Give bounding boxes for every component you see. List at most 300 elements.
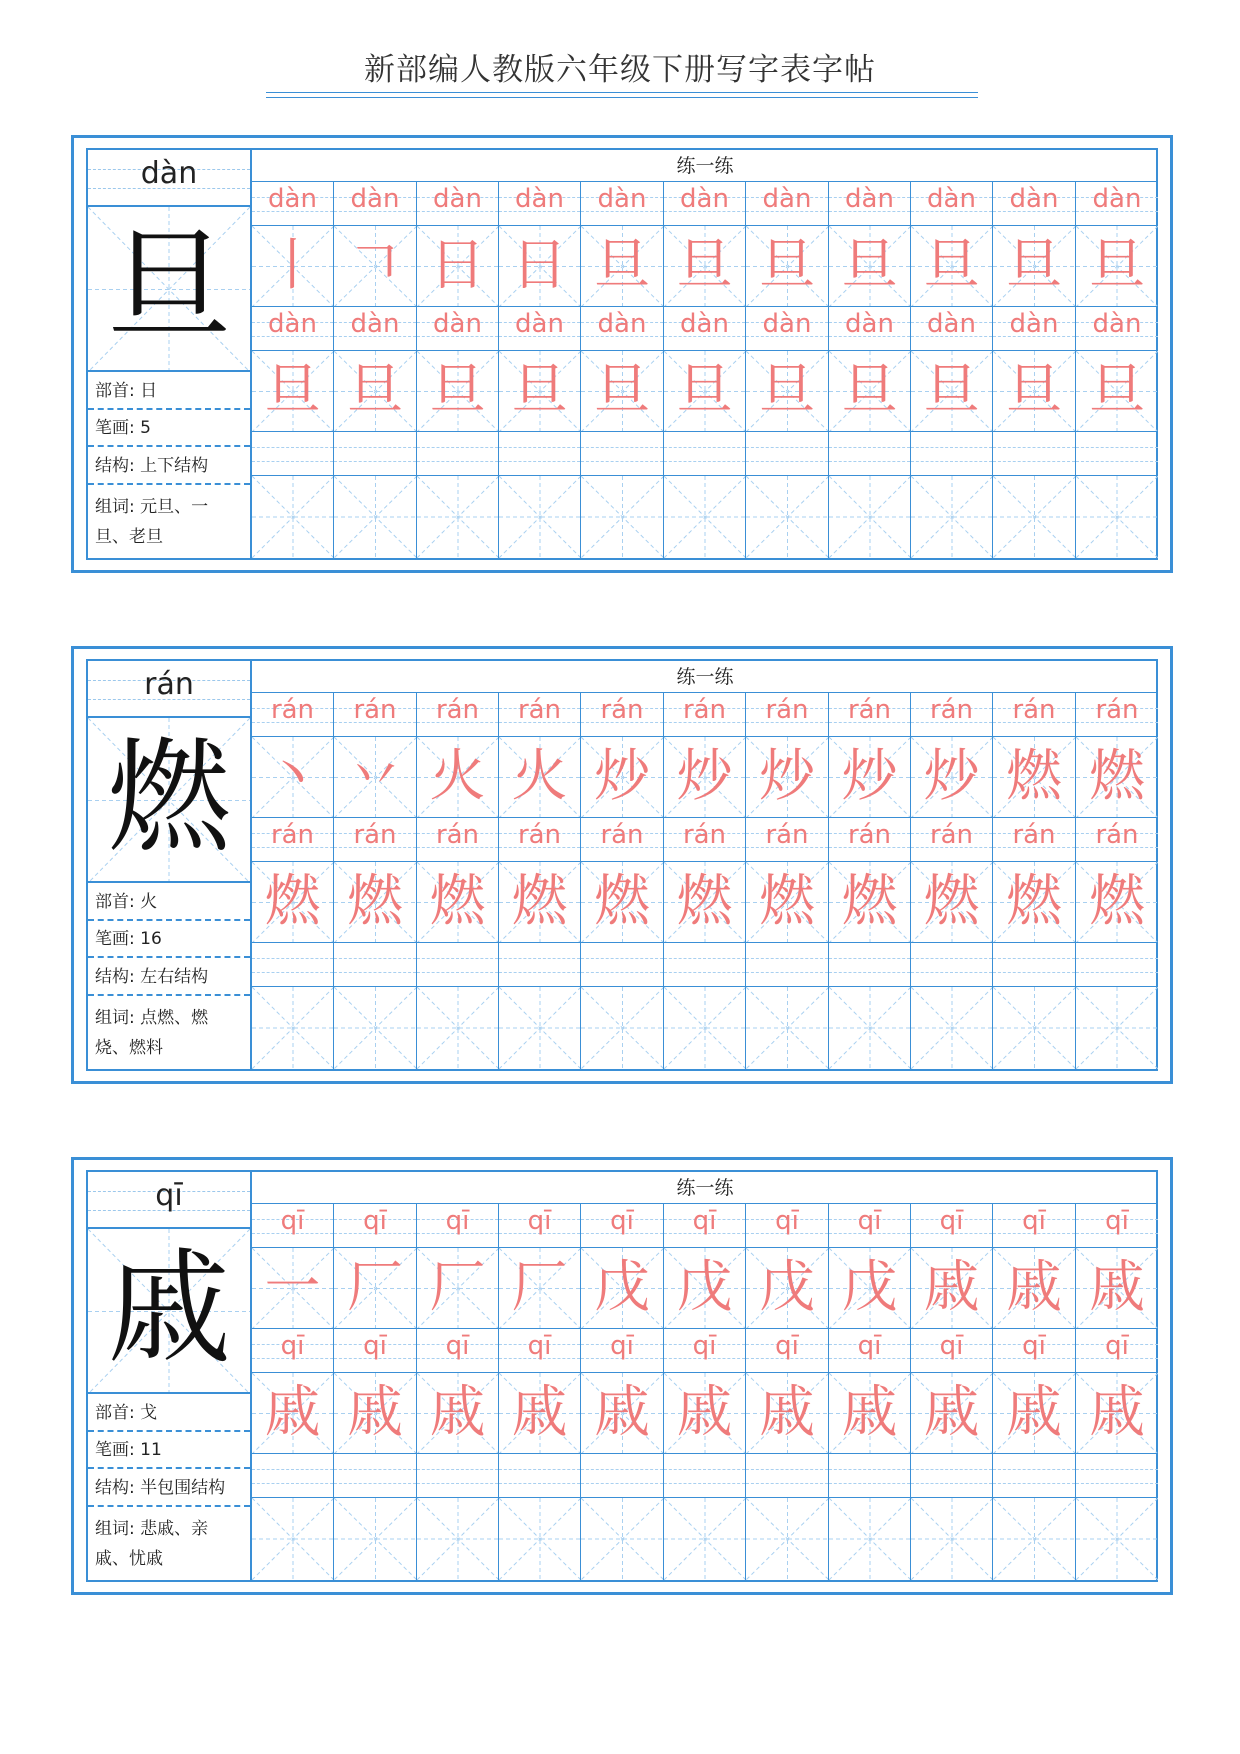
pinyin-trace-cell [664,182,746,226]
trace-character-cell [911,737,993,818]
trace-character-cell [581,737,664,818]
trace-character-cell [664,351,746,432]
pinyin-trace-cell [1076,1204,1158,1248]
pinyin-guide-line [993,972,1075,973]
practice-area [252,661,1158,1069]
pinyin-guide-line [664,1469,745,1470]
empty-pinyin-cell[interactable] [1076,943,1158,987]
pinyin-guide-line [746,447,828,448]
trace-character: 旦 [923,233,980,298]
empty-pinyin-cell[interactable] [581,432,664,476]
model-character: 戚 [106,1237,231,1381]
empty-pinyin-cell[interactable] [664,943,746,987]
pinyin-trace: dàn [1009,184,1059,214]
empty-pinyin-cell[interactable] [499,943,581,987]
empty-writing-cell[interactable] [499,476,581,558]
empty-writing-cell[interactable] [1076,987,1158,1069]
pinyin-guide-line [417,1483,498,1484]
empty-writing-cell[interactable] [1076,1498,1158,1580]
trace-character-cell [746,226,829,307]
trace-character: 丨 [264,233,321,298]
trace-character: 旦 [759,233,815,298]
pinyin-guide-line [911,972,992,973]
empty-writing-cell[interactable] [746,987,829,1069]
trace-character: 燃 [923,869,980,934]
pinyin-trace-cell [664,818,746,862]
empty-pinyin-cell[interactable] [829,943,911,987]
empty-pinyin-cell[interactable] [911,943,993,987]
trace-character-cell [664,226,746,307]
pinyin-trace-cell [993,182,1076,226]
pinyin-guide-line [829,958,910,959]
pinyin-guide-line [1076,958,1158,959]
trace-character: 旦 [594,233,650,298]
pinyin-trace: dàn [515,309,564,339]
pinyin-trace: qī [1022,1206,1046,1236]
stroke-count-info: 笔画: 5 [88,410,250,447]
pinyin-trace: rán [517,820,562,850]
pinyin-guide-line [499,972,580,973]
empty-writing-cell[interactable] [911,1498,993,1580]
pinyin-guide-line [664,1483,745,1484]
empty-writing-cell[interactable] [499,1498,581,1580]
trace-character-cell [417,1248,499,1329]
trace-character: 燃 [511,869,568,934]
pinyin-trace-cell [334,818,417,862]
pinyin-guide-line [829,972,910,973]
empty-writing-cell[interactable] [252,476,334,558]
pinyin-trace-cell [993,1329,1076,1373]
pinyin-trace: qī [363,1331,387,1361]
pinyin-guide-line [993,461,1075,462]
pinyin-trace: qī [692,1206,717,1236]
trace-character: 旦 [347,358,403,423]
pinyin-guide-line [1076,1469,1158,1470]
empty-writing-cell[interactable] [334,987,417,1069]
trace-character: 旦 [1089,358,1145,423]
empty-writing-cell[interactable] [746,476,829,558]
empty-pinyin-cell[interactable] [746,432,829,476]
pinyin-guide-line [829,461,910,462]
trace-character: 燃 [1006,744,1062,809]
empty-pinyin-cell[interactable] [829,1454,911,1498]
pinyin-trace-cell [829,693,911,737]
pinyin-trace: qī [857,1331,882,1361]
empty-pinyin-cell[interactable] [993,1454,1076,1498]
pinyin-trace-cell [993,818,1076,862]
pinyin-trace: qī [857,1206,882,1236]
character-info-panel [88,661,252,1069]
trace-character: 炒 [923,744,980,809]
empty-pinyin-cell[interactable] [664,1454,746,1498]
tian-grid-guide [417,1498,499,1580]
trace-character-cell [581,862,664,943]
trace-character-cell [334,1373,417,1454]
empty-writing-cell[interactable] [581,476,664,558]
empty-writing-cell[interactable] [993,987,1076,1069]
empty-writing-cell[interactable] [911,476,993,558]
pinyin-trace-cell [746,818,829,862]
empty-pinyin-cell[interactable] [993,432,1076,476]
trace-character: 炒 [676,744,733,809]
pinyin-guide-line [829,1483,910,1484]
pinyin-guide-line [499,447,580,448]
pinyin-guide-line [581,972,663,973]
trace-character: 厂 [511,1255,568,1320]
empty-pinyin-cell[interactable] [417,1454,499,1498]
trace-character: 旦 [676,358,733,423]
trace-character-cell [252,1373,334,1454]
trace-character-cell [829,862,911,943]
trace-character-cell [993,351,1076,432]
pinyin-trace-cell [499,307,581,351]
pinyin-guide-line [334,461,416,462]
trace-character: 𠃍 [347,233,403,298]
trace-character: 戚 [1089,1380,1145,1445]
pinyin-trace-cell [334,693,417,737]
empty-writing-cell[interactable] [829,1498,911,1580]
trace-character: 戚 [1006,1380,1062,1445]
tian-grid-guide [993,1498,1076,1580]
pinyin-guide-line [664,958,745,959]
empty-writing-cell[interactable] [417,1498,499,1580]
pinyin-guide-line [1076,1483,1158,1484]
empty-writing-cell[interactable] [581,1498,664,1580]
pinyin-guide-line [417,461,498,462]
trace-character: 燃 [264,869,321,934]
pinyin-guide-line [911,1469,992,1470]
trace-character-cell [252,1248,334,1329]
trace-character-cell [252,737,334,818]
trace-character: 戚 [429,1380,486,1445]
pinyin-trace: rán [1095,820,1139,850]
tian-grid-guide [252,1498,334,1580]
pinyin-trace: rán [517,695,562,725]
empty-pinyin-cell[interactable] [499,1454,581,1498]
trace-character: 燃 [759,869,815,934]
empty-pinyin-cell[interactable] [911,1454,993,1498]
pinyin-guide-line [911,958,992,959]
empty-writing-cell[interactable] [664,987,746,1069]
tian-grid-guide [417,476,499,558]
pinyin-trace: dàn [515,184,564,214]
pinyin-trace: qī [775,1206,799,1236]
page-title: 新部编人教版六年级下册写字表字帖 [364,52,876,88]
pinyin-guide-line [993,958,1075,959]
empty-pinyin-cell[interactable] [993,943,1076,987]
pinyin-guide-line [1076,461,1158,462]
empty-writing-cell[interactable] [1076,476,1158,558]
card-inner-frame [86,659,1158,1071]
trace-character-cell [499,862,581,943]
pinyin-guide-line [499,958,580,959]
trace-character-cell [581,351,664,432]
pinyin-guide-line [581,1483,663,1484]
pinyin-trace-cell [417,818,499,862]
empty-pinyin-cell[interactable] [581,1454,664,1498]
character-card [71,135,1173,573]
pinyin-trace: qī [939,1206,964,1236]
pinyin-guide-line [252,1469,333,1470]
pinyin-trace-cell [417,182,499,226]
trace-character-cell [417,226,499,307]
empty-pinyin-cell[interactable] [746,943,829,987]
pinyin-guide-line [993,1469,1075,1470]
pinyin-trace: rán [929,820,974,850]
trace-character-cell [829,226,911,307]
character-card [71,1157,1173,1595]
empty-pinyin-cell[interactable] [334,432,417,476]
trace-character-cell [746,1248,829,1329]
trace-character: 旦 [511,358,568,423]
trace-character: 旦 [1006,233,1062,298]
empty-writing-cell[interactable] [417,987,499,1069]
trace-character: 旦 [594,358,650,423]
trace-character: 戚 [841,1380,898,1445]
trace-character: 燃 [1006,869,1062,934]
tian-grid-guide [499,987,581,1069]
practice-grid [252,182,1158,558]
pinyin-trace: dàn [350,184,400,214]
trace-character-cell [499,1373,581,1454]
trace-character: 戚 [264,1380,321,1445]
trace-character-cell [911,862,993,943]
trace-character-cell [334,226,417,307]
empty-writing-cell[interactable] [746,1498,829,1580]
empty-writing-cell[interactable] [581,987,664,1069]
empty-pinyin-cell[interactable] [664,432,746,476]
pinyin-trace: qī [775,1331,799,1361]
empty-writing-cell[interactable] [829,987,911,1069]
pinyin-guide-line [417,1469,498,1470]
pinyin-box [88,1172,250,1229]
pinyin-trace: dàn [927,309,976,339]
trace-character-cell [417,351,499,432]
pinyin-trace: qī [1105,1331,1129,1361]
pinyin-trace: qī [280,1206,305,1236]
trace-character-cell [829,737,911,818]
trace-character: 燃 [841,869,898,934]
pinyin-label: qī [155,1178,183,1213]
tian-grid-guide [334,476,417,558]
empty-pinyin-cell[interactable] [252,1454,334,1498]
trace-character-cell [911,1248,993,1329]
empty-pinyin-cell[interactable] [334,1454,417,1498]
trace-character: 燃 [429,869,486,934]
pinyin-trace-cell [252,818,334,862]
trace-character-cell [746,1373,829,1454]
pinyin-trace-cell [499,818,581,862]
trace-character: 燃 [347,869,403,934]
pinyin-trace: rán [1012,695,1056,725]
tian-grid-guide [829,476,911,558]
trace-character: 一 [264,1255,321,1320]
pinyin-guide-line [499,1469,580,1470]
empty-pinyin-cell[interactable] [581,943,664,987]
pinyin-trace-cell [664,307,746,351]
pinyin-trace-cell [499,1204,581,1248]
tian-grid-guide [746,476,829,558]
model-character-box [88,1229,250,1394]
trace-character: 丶 [264,744,321,809]
pinyin-trace-cell [499,182,581,226]
pinyin-guide-line [334,1469,416,1470]
practice-header: 练一练 [252,1172,1158,1204]
pinyin-trace-cell [664,1204,746,1248]
pinyin-trace: dàn [680,184,729,214]
trace-character-cell [581,226,664,307]
trace-character: 戚 [923,1380,980,1445]
tian-grid-guide [581,476,664,558]
empty-pinyin-cell[interactable] [252,943,334,987]
tian-grid-guide [417,987,499,1069]
empty-pinyin-cell[interactable] [1076,432,1158,476]
pinyin-trace-cell [664,1329,746,1373]
pinyin-trace: dàn [597,309,647,339]
pinyin-trace: dàn [433,309,482,339]
trace-character-cell [334,737,417,818]
trace-character-cell [746,737,829,818]
pinyin-trace: qī [445,1331,470,1361]
pinyin-trace: qī [280,1331,305,1361]
tian-grid-guide [746,987,829,1069]
empty-writing-cell[interactable] [664,1498,746,1580]
empty-pinyin-cell[interactable] [1076,1454,1158,1498]
empty-pinyin-cell[interactable] [829,432,911,476]
empty-pinyin-cell[interactable] [417,432,499,476]
empty-pinyin-cell[interactable] [746,1454,829,1498]
trace-character: 燃 [1089,744,1145,809]
pinyin-trace-cell [581,182,664,226]
pinyin-trace-cell [581,1329,664,1373]
pinyin-trace: qī [692,1331,717,1361]
pinyin-guide-line [334,958,416,959]
trace-character: 日 [429,233,486,298]
pinyin-trace: qī [445,1206,470,1236]
empty-writing-cell[interactable] [829,476,911,558]
tian-grid-guide [581,1498,664,1580]
tian-grid-guide [581,987,664,1069]
model-character-box [88,207,250,372]
pinyin-trace-cell [334,1329,417,1373]
pinyin-guide-line [581,1469,663,1470]
pinyin-trace-cell [746,182,829,226]
trace-character: 戊 [676,1255,733,1320]
pinyin-guide-line [829,1469,910,1470]
word-examples-info: 组词: 悲戚、亲戚、忧戚 [95,1519,209,1569]
pinyin-box [88,150,250,207]
empty-pinyin-cell[interactable] [911,432,993,476]
word-examples-info: 组词: 元旦、一旦、老旦 [95,497,209,547]
empty-writing-cell[interactable] [911,987,993,1069]
pinyin-trace-cell [911,1204,993,1248]
trace-character-cell [417,737,499,818]
pinyin-guide-line [334,447,416,448]
empty-writing-cell[interactable] [993,1498,1076,1580]
tian-grid-guide [252,987,334,1069]
trace-character: 燃 [594,869,650,934]
trace-character-cell [499,226,581,307]
empty-writing-cell[interactable] [334,1498,417,1580]
trace-character-cell [993,1373,1076,1454]
character-info-panel [88,150,252,558]
trace-character: 厂 [429,1255,486,1320]
pinyin-trace-cell [746,1204,829,1248]
pinyin-trace: rán [435,695,480,725]
radical-info: 部首: 火 [88,883,250,921]
trace-character-cell [829,1248,911,1329]
pinyin-trace: rán [353,695,397,725]
practice-area [252,1172,1158,1580]
pinyin-guide-line [993,1483,1075,1484]
empty-writing-cell[interactable] [334,476,417,558]
pinyin-trace: rán [929,695,974,725]
pinyin-guide-line [1076,972,1158,973]
trace-character: 厂 [347,1255,403,1320]
pinyin-trace: rán [435,820,480,850]
pinyin-trace: dàn [845,309,894,339]
empty-writing-cell[interactable] [993,476,1076,558]
empty-writing-cell[interactable] [417,476,499,558]
pinyin-trace-cell [1076,307,1158,351]
pinyin-guide-line [499,461,580,462]
tian-grid-guide [1076,476,1158,558]
structure-info: 结构: 左右结构 [88,958,250,996]
trace-character-cell [911,1373,993,1454]
trace-character-cell [1076,226,1158,307]
empty-pinyin-cell[interactable] [252,432,334,476]
empty-writing-cell[interactable] [664,476,746,558]
empty-pinyin-cell[interactable] [417,943,499,987]
pinyin-trace: rán [600,820,644,850]
radical-info: 部首: 戈 [88,1394,250,1432]
trace-character: 旦 [841,358,898,423]
practice-area [252,150,1158,558]
empty-pinyin-cell[interactable] [334,943,417,987]
pinyin-trace-cell [252,693,334,737]
pinyin-trace: qī [610,1206,634,1236]
pinyin-trace: dàn [350,309,400,339]
empty-pinyin-cell[interactable] [499,432,581,476]
pinyin-trace: dàn [762,184,812,214]
tian-grid-guide [664,987,746,1069]
empty-writing-cell[interactable] [252,1498,334,1580]
card-inner-frame [86,1170,1158,1582]
pinyin-trace: qī [1105,1206,1129,1236]
trace-character: 燃 [1089,869,1145,934]
pinyin-trace: rán [847,820,892,850]
stroke-count-info: 笔画: 11 [88,1432,250,1469]
title-rule-bottom [266,97,978,98]
trace-character-cell [993,226,1076,307]
pinyin-trace-cell [1076,1329,1158,1373]
trace-character: 旦 [759,358,815,423]
trace-character: 旦 [676,233,733,298]
empty-writing-cell[interactable] [252,987,334,1069]
pinyin-trace: rán [270,695,315,725]
empty-writing-cell[interactable] [499,987,581,1069]
pinyin-trace: dàn [845,184,894,214]
pinyin-guide-line [746,461,828,462]
trace-character: 炒 [841,744,898,809]
pinyin-trace-cell [829,818,911,862]
pinyin-guide-line [417,972,498,973]
pinyin-guide-line [252,461,333,462]
tian-grid-guide [499,1498,581,1580]
pinyin-trace: dàn [268,309,317,339]
model-character: 旦 [106,215,231,359]
title-rule-top [266,92,978,93]
